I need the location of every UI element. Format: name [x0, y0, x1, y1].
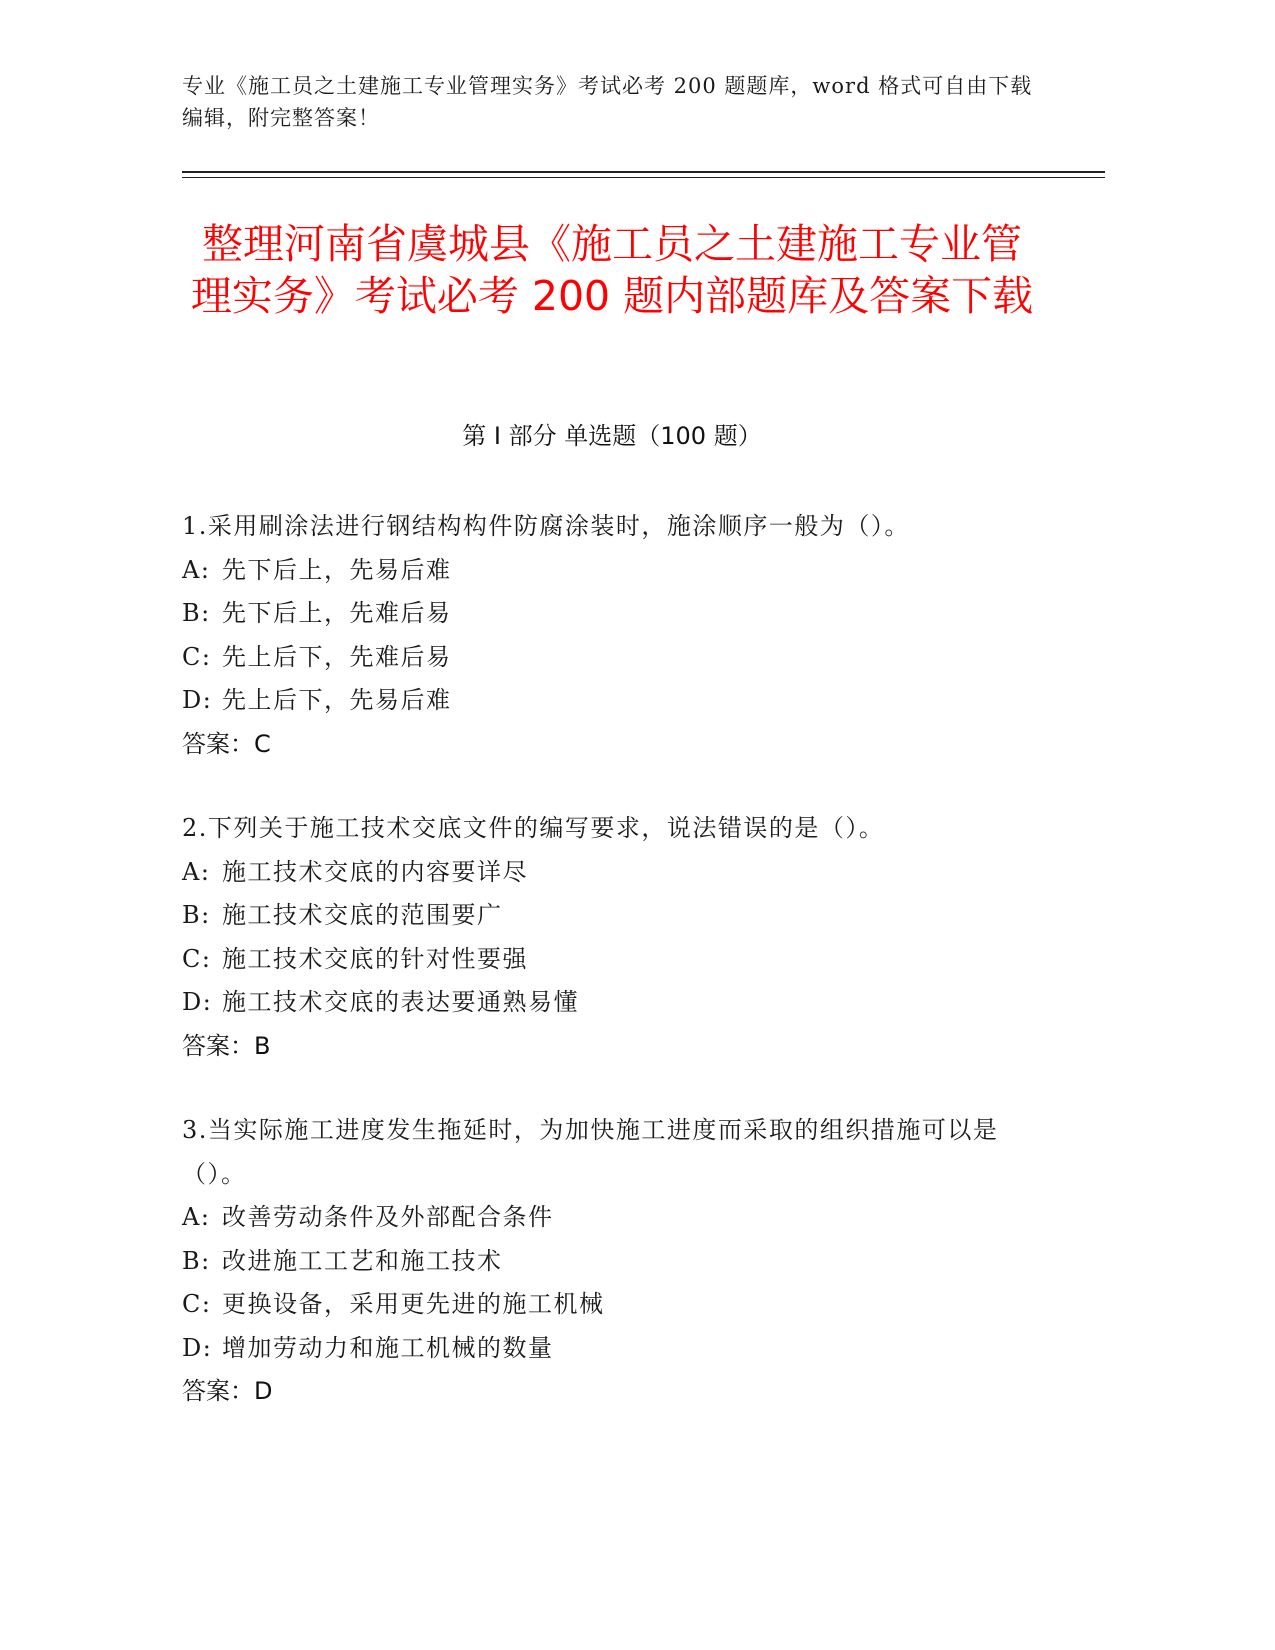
- option-text: 改善劳动条件及外部配合条件: [222, 1203, 554, 1231]
- option-letter: D:: [182, 686, 213, 714]
- option-letter: C:: [182, 944, 212, 973]
- option-text: 施工技术交底的内容要详尽: [222, 857, 528, 886]
- option-text: 施工技术交底的范围要广: [222, 901, 503, 929]
- option-d: [182, 981, 1042, 1025]
- option-a: [182, 549, 1042, 593]
- option-letter: D:: [182, 988, 213, 1016]
- header-divider-thin: [182, 177, 1105, 178]
- option-text: 增加劳动力和施工机械的数量: [222, 1333, 554, 1362]
- option-letter: A:: [182, 555, 211, 584]
- question-stem: 2.下列关于施工技术交底文件的编写要求，说法错误的是（）。: [182, 814, 885, 842]
- option-c: [182, 938, 1042, 982]
- question-1: [182, 505, 1042, 766]
- header-divider-thick: [182, 171, 1105, 173]
- option-c: [182, 1283, 1042, 1327]
- option-letter: A:: [182, 857, 211, 886]
- option-d: [182, 1327, 1042, 1371]
- option-text: 先下后上，先难后易: [222, 599, 452, 627]
- answer-line: 答案：B: [182, 1031, 271, 1060]
- option-text: 施工技术交底的针对性要强: [222, 944, 528, 973]
- document-title: 整理河南省虞城县《施工员之土建施工专业管理实务》考试必考 200 题内部题库及答案下载: [190, 220, 1034, 320]
- question-list: [182, 505, 1042, 1455]
- option-letter: B:: [182, 1246, 211, 1275]
- header-note: 专业《施工员之土建施工专业管理实务》考试必考 200 题题库，word 格式可自由下载编辑，附完整答案！: [182, 74, 1033, 130]
- option-c: [182, 636, 1042, 680]
- option-b: [182, 1240, 1042, 1284]
- option-letter: C:: [182, 1290, 212, 1318]
- section-heading: 第 I 部分 单选题（100 题）: [462, 422, 762, 450]
- option-text: 先上后下，先易后难: [222, 686, 452, 714]
- option-letter: B:: [182, 599, 211, 627]
- option-letter: A:: [182, 1203, 211, 1231]
- option-b: [182, 592, 1042, 636]
- option-a: [182, 1196, 1042, 1240]
- option-letter: C:: [182, 642, 212, 671]
- answer-line: 答案：D: [182, 1377, 273, 1405]
- question-3: [182, 1109, 1042, 1414]
- option-text: 先下后上，先易后难: [222, 555, 452, 584]
- option-letter: D:: [182, 1333, 213, 1362]
- question-stem: 1.采用刷涂法进行钢结构构件防腐涂装时，施涂顺序一般为（）。: [182, 512, 910, 540]
- answer-line: 答案：C: [182, 729, 271, 758]
- question-stem: 3.当实际施工进度发生拖延时，为加快施工进度而采取的组织措施可以是（）。: [182, 1116, 999, 1188]
- option-text: 改进施工工艺和施工技术: [222, 1246, 503, 1275]
- option-a: [182, 851, 1042, 895]
- option-letter: B:: [182, 901, 211, 929]
- option-text: 先上后下，先难后易: [222, 642, 452, 671]
- option-text: 更换设备，采用更先进的施工机械: [222, 1290, 605, 1318]
- option-text: 施工技术交底的表达要通熟易懂: [222, 988, 579, 1016]
- option-b: [182, 894, 1042, 938]
- question-2: [182, 807, 1042, 1068]
- option-d: [182, 679, 1042, 723]
